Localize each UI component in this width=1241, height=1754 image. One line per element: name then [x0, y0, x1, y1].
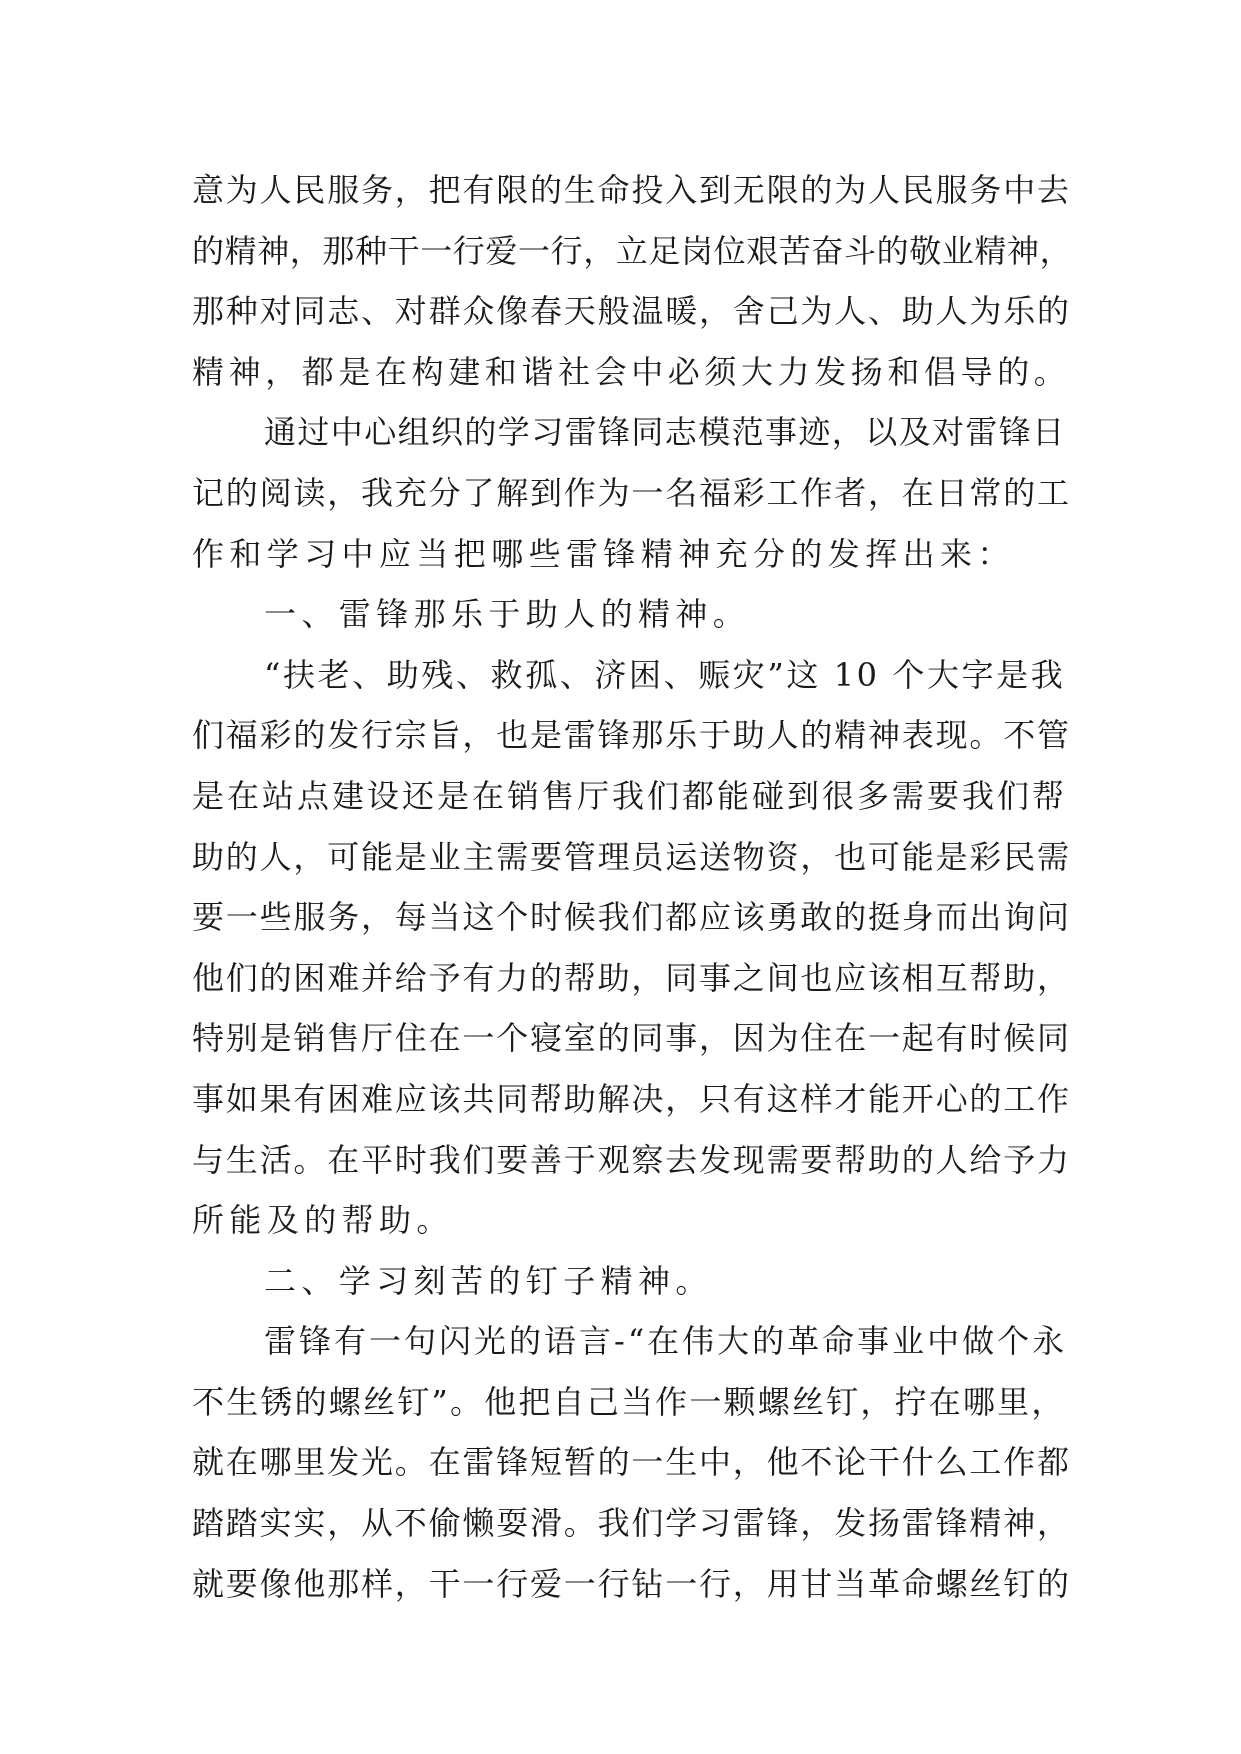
- text-line: 记的阅读，我充分了解到作为一名福彩工作者，在日常的工: [192, 473, 1071, 512]
- text-line: 意为人民服务，把有限的生命投入到无限的为人民服务中去: [192, 171, 1071, 209]
- text-line: 所能及的帮助。: [192, 1201, 454, 1240]
- body-text: [192, 160, 1072, 1614]
- text-line: 那种对同志、对群众像春天般温暖，舍己为人、助人为乐的: [192, 292, 1071, 331]
- text-line: 他们的困难并给予有力的帮助，同事之间也应该相互帮助，: [192, 958, 1071, 997]
- text-line: 雷锋有一句闪光的语言-“在伟大的革命事业中做个永: [264, 1322, 1068, 1361]
- text-line: 就要像他那样，干一行爱一行钻一行，用甘当革命螺丝钉的: [192, 1564, 1071, 1603]
- text-line: 助的人，可能是业主需要管理员运送物资，也可能是彩民需: [192, 837, 1071, 876]
- text-line: “扶老、助残、救孤、济困、赈灾”这 10 个大字是我: [264, 655, 1066, 694]
- text-line: 事如果有困难应该共同帮助解决，只有这样才能开心的工作: [192, 1079, 1071, 1118]
- text-line: 通过中心组织的学习雷锋同志模范事迹，以及对雷锋日: [264, 413, 1066, 452]
- text-line: 精神，都是在构建和谐社会中必须大力发扬和倡导的。: [192, 352, 1071, 391]
- section-heading: 一、雷锋那乐于助人的精神。: [264, 595, 751, 634]
- text-line: 与生活。在平时我们要善于观察去发现需要帮助的人给予力: [192, 1140, 1071, 1179]
- text-line: 踏踏实实，从不偷懒耍滑。我们学习雷锋，发扬雷锋精神，: [192, 1504, 1071, 1543]
- text-line: 特别是销售厅住在一个寝室的同事，因为住在一起有时候同: [192, 1019, 1071, 1058]
- section-heading: 二、学习刻苦的钉子精神。: [264, 1261, 713, 1300]
- text-line: 们福彩的发行宗旨，也是雷锋那乐于助人的精神表现。不管: [192, 716, 1071, 755]
- text-line: 不生锈的螺丝钉”。他把自己当作一颗螺丝钉，拧在哪里，: [192, 1382, 1066, 1421]
- text-line: 的精神，那种干一行爱一行，立足岗位艰苦奋斗的敬业精神，: [192, 231, 1073, 270]
- text-line: 是在站点建设还是在销售厅我们都能碰到很多需要我们帮: [192, 776, 1068, 815]
- text-line: 作和学习中应当把哪些雷锋精神充分的发挥出来：: [192, 534, 1015, 573]
- text-line: 要一些服务，每当这个时候我们都应该勇敢的挺身而出询问: [192, 898, 1071, 937]
- text-line: 就在哪里发光。在雷锋短暂的一生中，他不论干什么工作都: [192, 1443, 1071, 1482]
